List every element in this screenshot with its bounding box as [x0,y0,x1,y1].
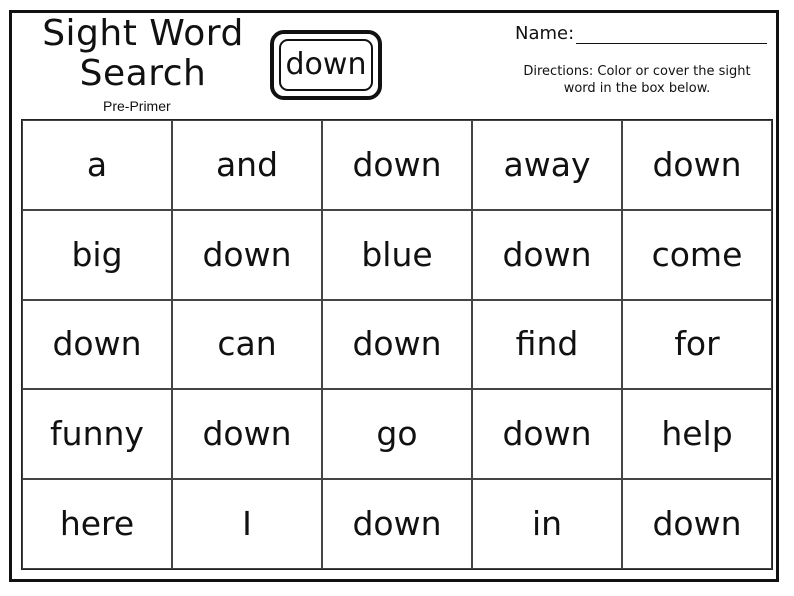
cell-word: here [59,504,135,544]
grid-cell[interactable] [472,389,622,479]
directions-text: Directions: Color or cover the sight word in the box below. [523,64,751,96]
cell-word: down [202,234,292,274]
cell-word: in [531,504,563,544]
cell-word: help [661,414,733,454]
cell-word: big [71,234,123,274]
cell-word: go [376,414,418,454]
grid-cell[interactable] [622,389,772,479]
cell-word: I [242,504,252,544]
cell-word: down [652,144,742,184]
cell-word: down [352,144,442,184]
cell-word: down [352,324,442,364]
target-word-box-inner [279,39,373,91]
grid-cell[interactable] [622,120,772,210]
grid-cell[interactable] [22,300,172,390]
grid-cell[interactable] [22,210,172,300]
grid-cell[interactable] [472,210,622,300]
cell-word: down [202,414,292,454]
name-field-row [515,24,767,44]
grid-cell[interactable] [622,210,772,300]
grid-cell[interactable] [172,300,322,390]
name-field[interactable] [576,25,767,44]
cell-word: blue [361,234,433,274]
grid-cell[interactable] [22,389,172,479]
grid-cell[interactable] [322,300,472,390]
grid-cell[interactable] [472,120,622,210]
target-word-box [270,30,382,100]
cell-word: down [352,504,442,544]
worksheet-title [28,14,258,94]
grid-cell[interactable] [22,120,172,210]
title-line-1: Sight Word [42,13,244,54]
grid-cell[interactable] [322,389,472,479]
cell-word: down [652,504,742,544]
grid-cell[interactable] [172,120,322,210]
name-label: Name: [515,23,575,44]
grid-cell[interactable] [172,210,322,300]
grid-cell[interactable] [172,479,322,569]
grid-cell[interactable] [322,120,472,210]
cell-word: a [86,144,108,184]
title-line-2: Search [79,53,207,94]
grid-cell[interactable] [472,300,622,390]
grid-cell[interactable] [322,210,472,300]
grid-cell[interactable] [472,479,622,569]
cell-word: find [515,324,579,364]
cell-word: down [52,324,142,364]
cell-word: down [502,414,592,454]
cell-word: away [503,144,591,184]
cell-word: come [651,234,743,274]
target-word: down [285,47,367,82]
cell-word: can [217,324,277,364]
grid-cell[interactable] [322,479,472,569]
grid-cell[interactable] [622,300,772,390]
cell-word: down [502,234,592,274]
grid-cell[interactable] [622,479,772,569]
grid-cell[interactable] [22,479,172,569]
grade-level-label: Pre-Primer [103,98,171,114]
grid-cell[interactable] [172,389,322,479]
word-grid [21,119,773,570]
cell-word: and [215,144,279,184]
cell-word: funny [50,414,144,454]
cell-word: for [674,324,720,364]
